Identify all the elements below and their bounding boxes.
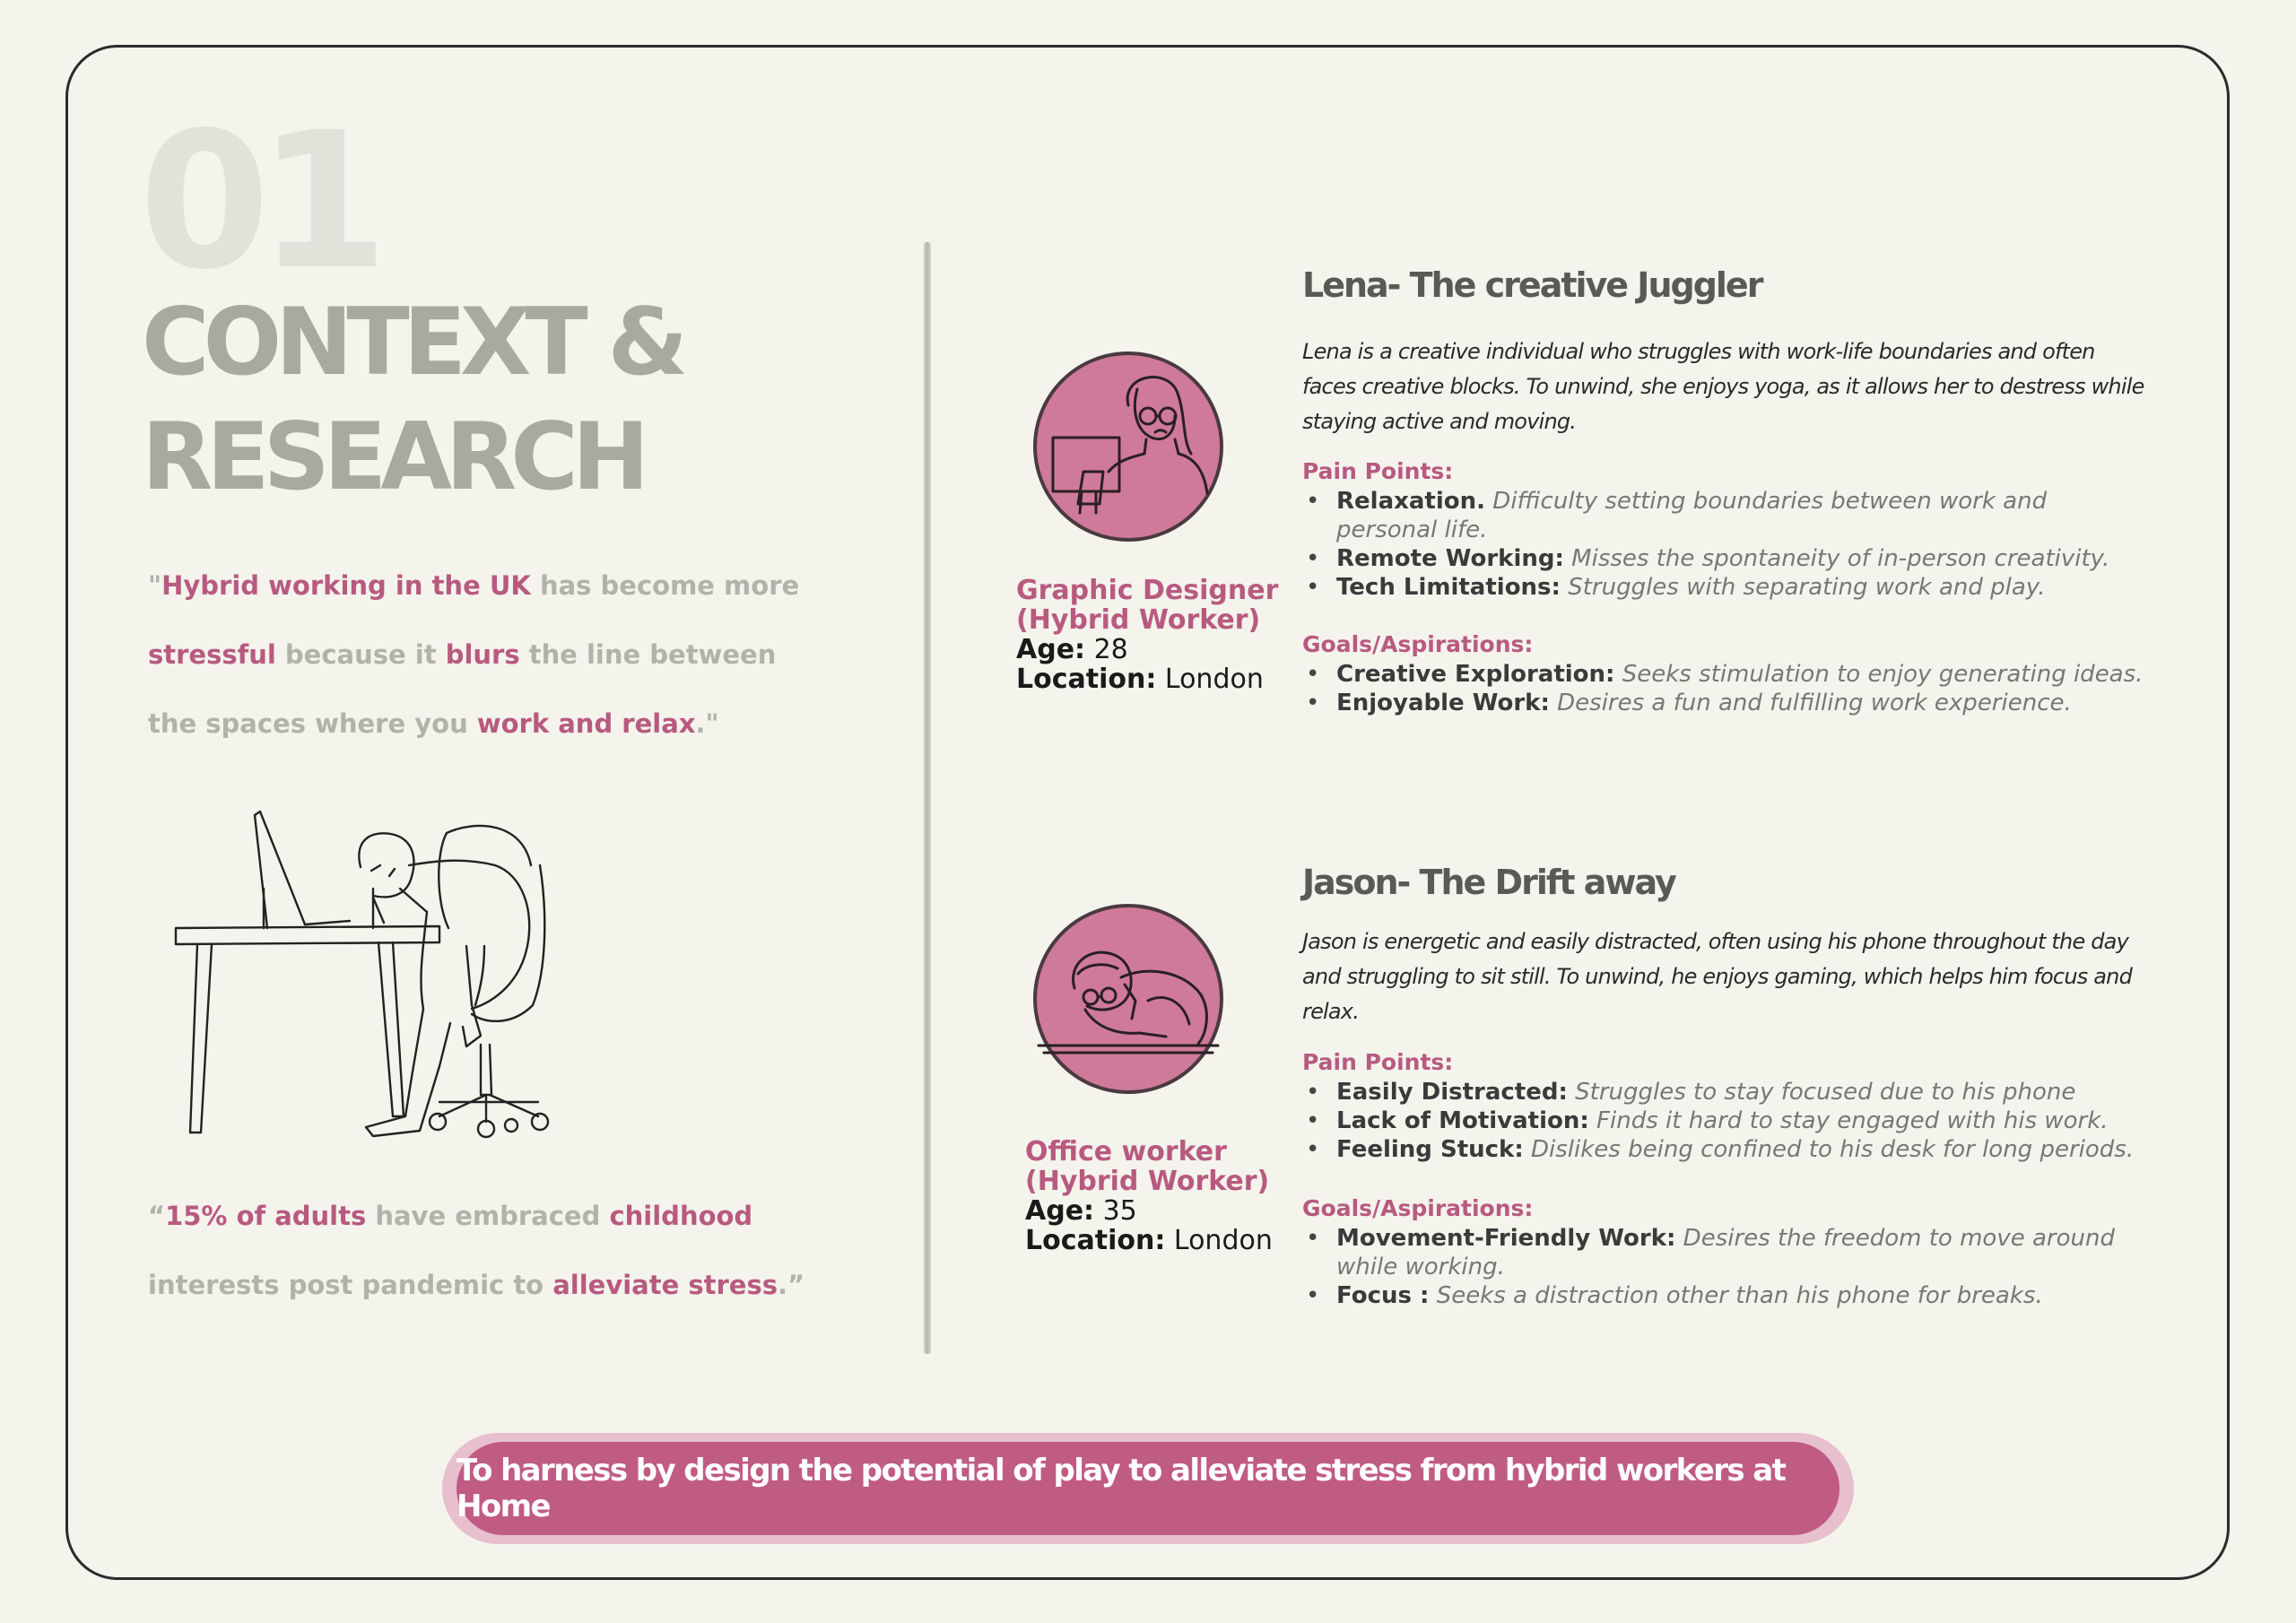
list-item: • Movement-Friendly Work: Desires the freedom to move around while working. — [1302, 1224, 2154, 1281]
list-item: • Lack of Motivation: Finds it hard to stay engaged with his work. — [1302, 1107, 2154, 1135]
design-goal-banner: To harness by design the potential of play to alleviate stress from hybrid workers at Home — [457, 1442, 1839, 1535]
section-number: 01 — [139, 91, 377, 311]
persona-jason-goals-label: Goals/Aspirations: — [1302, 1195, 1534, 1221]
persona-lena-avatar — [1031, 350, 1225, 543]
list-item: • Relaxation. Difficulty setting boundaries between work and personal life. — [1302, 487, 2154, 544]
persona-jason-pain-label: Pain Points: — [1302, 1049, 1454, 1075]
heading-line2: RESEARCH — [142, 404, 644, 511]
persona-lena-role: Graphic Designer (Hybrid Worker) Age: 28 Location: London — [1016, 575, 1279, 695]
list-item: • Enjoyable Work: Desires a fun and fulfilling work experience. — [1302, 689, 2154, 717]
list-item: • Focus : Seeks a distraction other than his phone for breaks. — [1302, 1281, 2154, 1310]
list-item: • Easily Distracted: Struggles to stay focused due to his phone — [1302, 1078, 2154, 1107]
heading-line1: CONTEXT & — [142, 289, 683, 396]
list-item: • Feeling Stuck: Dislikes being confined to his desk for long periods. — [1302, 1135, 2154, 1164]
stressed-worker-illustration — [170, 803, 655, 1143]
persona-lena-name: Lena- The creative Juggler — [1302, 265, 1762, 305]
persona-lena-description: Lena is a creative individual who struggles with work-life boundaries and often faces creative blocks. To unwind, she enjoys yoga, as it allows her to destress while staying active and moving. — [1302, 339, 2144, 434]
quote-adults-statistic: “15% of adults have embraced childhood interests post pandemic to alleviate stress.” — [148, 1201, 805, 1300]
persona-jason-role: Office worker (Hybrid Worker) Age: 35 Location: London — [1025, 1136, 1273, 1256]
persona-jason-pain-points — [1302, 1078, 2154, 1164]
column-divider — [924, 242, 931, 1354]
list-item: • Remote Working: Misses the spontaneity of in-person creativity. — [1302, 544, 2154, 573]
persona-lena-goals-label: Goals/Aspirations: — [1302, 631, 1534, 657]
persona-jason-goals — [1302, 1224, 2154, 1310]
persona-lena-goals — [1302, 660, 2154, 717]
persona-lena-pain-label: Pain Points: — [1302, 458, 1454, 484]
persona-jason-name: Jason- The Drift away — [1302, 863, 1675, 902]
list-item: • Tech Limitations: Struggles with separating work and play. — [1302, 573, 2154, 602]
persona-jason-avatar — [1031, 902, 1225, 1096]
persona-lena-pain-points — [1302, 487, 2154, 602]
list-item: • Creative Exploration: Seeks stimulation to enjoy generating ideas. — [1302, 660, 2154, 689]
persona-jason-description: Jason is energetic and easily distracted, often using his phone throughout the day and struggling to sit still. To unwind, he enjoys gaming, which helps him focus and relax. — [1302, 929, 2133, 1024]
quote-hybrid-working: "Hybrid working in the UK has become more stressful because it blurs the line between the spaces where you work and relax." — [148, 570, 800, 739]
section-heading — [142, 285, 682, 515]
